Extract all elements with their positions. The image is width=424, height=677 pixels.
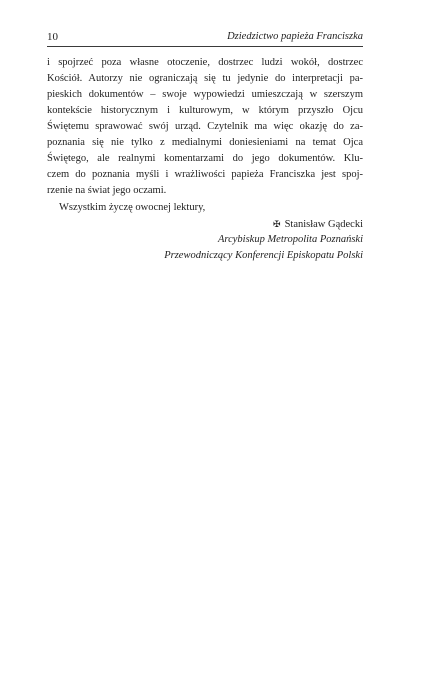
running-head (47, 30, 363, 46)
signature-name-line (47, 216, 363, 232)
text-line: Świętemu sprawować swój urząd. Czytelnik ma więc okazję do za- (47, 121, 363, 132)
signature-name: Stanisław Gądecki (284, 219, 363, 230)
closing-wishes: Wszystkim życzę owocnej lektury, (59, 202, 206, 213)
body-paragraph (47, 55, 363, 199)
text-line: czem do poznania myśli i wrażliwości papieża Franciszka jest spoj- (47, 169, 363, 180)
text-line: poznania się nie tylko z medialnymi doniesieniami na temat Ojca (47, 137, 363, 148)
signature-title-2: Przewodniczący Konferencji Episkopatu Polski (164, 250, 363, 261)
running-title: Dziedzictwo papieża Franciszka (227, 31, 363, 42)
page-number: 10 (47, 31, 58, 43)
text-line: pieskich dokumentów – swoje wypowiedzi umieszczają w szerszym (47, 89, 363, 100)
text-line: kontekście historycznym i kulturowym, w którym przyszło Ojcu (47, 105, 363, 116)
text-line: Kościół. Autorzy nie ograniczają się tu jedynie do interpretacji pa- (47, 73, 363, 84)
closing-block (47, 200, 363, 264)
text-line: i spojrzeć poza własne otoczenie, dostrzec ludzi wokół, dostrzec (47, 57, 363, 68)
text-line: Świętego, ale realnymi komentarzami do jego dokumentów. Klu- (47, 153, 363, 164)
signature-title-1: Arcybiskup Metropolita Poznański (217, 234, 363, 245)
cross-icon: ✠ (273, 219, 281, 229)
header-rule (47, 46, 363, 47)
text-line: rzenie na świat jego oczami. (47, 185, 167, 196)
